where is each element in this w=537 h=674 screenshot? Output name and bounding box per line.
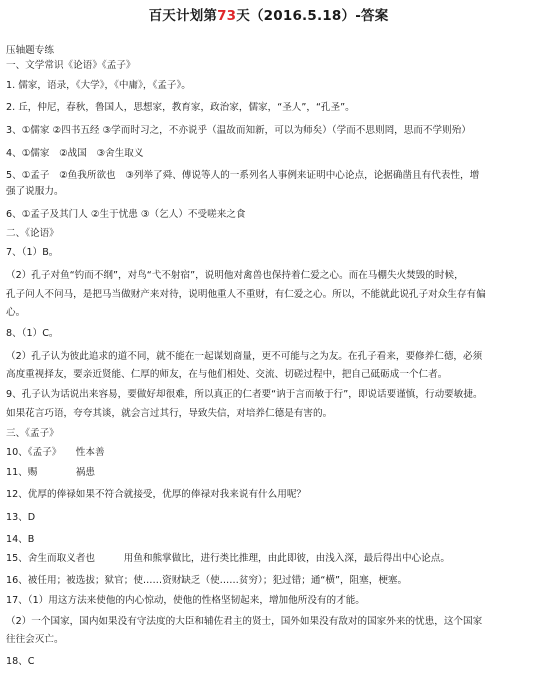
section-heading-practice: 压轴题专练 [6, 45, 54, 56]
answer-13: 13、D [6, 512, 36, 523]
answer-8-2-cont: 高度重视择友，要亲近贤能、仁厚的师友，在与他们相处、交流、切磋过程中，把自己砥砺成一个仁者。 [6, 369, 448, 380]
answer-4: 4、①儒家 ②战国 ③舍生取义 [6, 148, 144, 159]
answer-17-2-cont: 往往会灭亡。 [6, 634, 64, 645]
answer-8-2: （2）孔子认为彼此追求的道不同，就不能在一起谋划商量，更不可能与之为友。在孔子看来，要修养仁德，必须 [6, 351, 483, 362]
answer-17-1: 17、（1）用这方法来使他的内心惊动，使他的性格坚韧起来，增加他所没有的才能。 [6, 595, 365, 606]
answer-16: 16、被任用；被选拔；狱官；使……资财缺乏（使……贫穷）；犯过错；通“横”，阻塞，梗塞。 [6, 575, 408, 586]
answer-12: 12、优厚的俸禄如果不符合就接受，优厚的俸禄对我来说有什么用呢？ [6, 489, 307, 500]
answer-1: 1. 儒家，语录，《大学》，《中庸》，《孟子》。 [6, 80, 191, 91]
title-prefix: 百天计划第 [148, 8, 218, 24]
title-day-number: 73 [217, 8, 237, 24]
answer-2: 2. 丘，仲尼，春秋，鲁国人，思想家，教育家，政治家，儒家，“圣人”，“孔圣”。 [6, 102, 355, 113]
page-title [0, 4, 537, 24]
answer-9-cont: 如果花言巧语，夸夸其谈，就会言过其行，导致失信，对培养仁德是有害的。 [6, 408, 333, 419]
answer-9: 9、孔子认为话说出来容易，要做好却很难，所以真正的仁者要“讷于言而敏于行”，即说话要谨慎，行动要敏捷。 [6, 389, 483, 400]
answer-5: 5、①孟子 ②鱼我所欲也 ③列举了舜、傅说等人的一系列名人事例来证明中心论点，论据确凿且有代表性，增 [6, 170, 480, 181]
section-heading-literature: 一、文学常识《论语》《孟子》 [6, 60, 136, 71]
title-suffix: 天（2016.5.18）-答案 [236, 8, 389, 24]
answer-15: 15、舍生而取义者也 用鱼和熊掌做比，进行类比推理，由此即彼，由浅入深，最后得出中心论点。 [6, 553, 450, 564]
answer-3: 3、①儒家 ②四书五经 ③学而时习之，不亦说乎（温故而知新，可以为师矣）（学而不思则罔，思而不学则殆） [6, 125, 471, 136]
answer-7-2-cont: 心。 [6, 307, 26, 318]
answer-10: 10、《孟子》 性本善 [6, 447, 105, 458]
answer-7-2-cont: 孔子问人不问马，是把马当做财产来对待，说明他重人不重财，有仁爱之心。所以，不能就此说孔子对众生存有偏 [6, 289, 486, 300]
answer-7-2: （2）孔子对鱼“钓而不纲”，对鸟“弋不射宿”，说明他对禽兽也保持着仁爱之心。而在马棚失火焚毁的时候， [6, 270, 464, 281]
answer-17-2: （2）一个国家，国内如果没有守法度的大臣和辅佐君主的贤士，国外如果没有敌对的国家外来的忧患，这个国家 [6, 616, 483, 627]
answer-11: 11、赐 祸患 [6, 467, 95, 478]
answer-7-1: 7、（1）B。 [6, 247, 59, 258]
answer-5-cont: 强了说服力。 [6, 186, 64, 197]
answer-8-1: 8、（1）C。 [6, 328, 59, 339]
answer-6: 6、①孟子及其门人 ②生于忧患 ③（乞人）不受嗟来之食 [6, 209, 246, 220]
section-heading-mengzi: 三、《孟子》 [6, 428, 59, 439]
answer-14: 14、B [6, 534, 35, 545]
section-heading-lunyu: 二、《论语》 [6, 228, 59, 239]
answer-18: 18、C [6, 656, 35, 667]
